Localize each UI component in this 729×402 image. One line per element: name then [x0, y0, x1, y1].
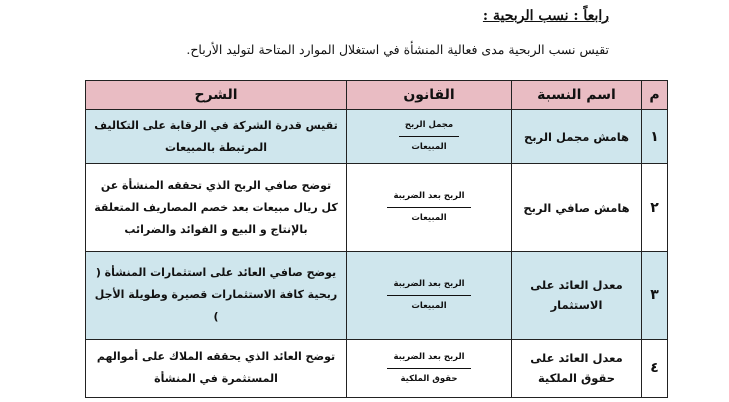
formula-numerator: مجمل الربح — [399, 120, 459, 137]
row-num: ١ — [642, 110, 668, 164]
table-header-row — [86, 81, 668, 110]
ratio-formula — [347, 339, 512, 397]
formula-numerator: الربح بعد الضريبة — [387, 279, 470, 296]
intro-paragraph: تقيس نسب الربحية مدى فعالية المنشأة في استغلال الموارد المتاحة لتوليد الأرباح. — [186, 42, 609, 57]
table-row — [86, 110, 668, 164]
formula-denominator: حقوق الملكية — [400, 373, 458, 384]
ratio-explanation: يوضح صافي العائد على استثمارات المنشأة ( ربحية كافة الاستثمارات قصيرة وطويلة الأجل ) — [86, 251, 347, 339]
ratio-name: هامش صافي الربح — [512, 164, 642, 252]
ratio-name: معدل العائد على الاستثمار — [512, 251, 642, 339]
ratio-name: هامش مجمل الربح — [512, 110, 642, 164]
table-row — [86, 164, 668, 252]
row-num: ٢ — [642, 164, 668, 252]
header-explanation: الشرح — [86, 81, 347, 110]
header-law: القانون — [347, 81, 512, 110]
table-row — [86, 339, 668, 397]
header-num: م — [642, 81, 668, 110]
formula-numerator: الربح بعد الضريبة — [387, 352, 470, 369]
section-heading: رابعاً : نسب الربحية : — [482, 8, 609, 24]
ratio-formula — [347, 251, 512, 339]
ratio-explanation: توضح صافي الربح الذي تحققه المنشأة عن كل ريال مبيعات بعد خصم المصاريف المتعلقة بالإنتاج و البيع و الفوائد والضرائب — [86, 164, 347, 252]
formula-numerator: الربح بعد الضريبة — [387, 191, 470, 208]
formula-denominator: المبيعات — [411, 213, 447, 224]
ratio-formula — [347, 110, 512, 164]
ratio-formula — [347, 164, 512, 252]
formula-denominator: المبيعات — [411, 300, 447, 311]
header-name: اسم النسبة — [512, 81, 642, 110]
ratio-explanation: تقيس قدرة الشركة في الرقابة على التكاليف المرتبطة بالمبيعات — [86, 110, 347, 164]
formula-denominator: المبيعات — [411, 142, 447, 153]
ratio-name: معدل العائد على حقوق الملكية — [512, 339, 642, 397]
row-num: ٣ — [642, 251, 668, 339]
row-num: ٤ — [642, 339, 668, 397]
profitability-ratios-table — [85, 80, 668, 398]
table-row — [86, 251, 668, 339]
ratio-explanation: توضح العائد الذي يحققه الملاك على أموالهم المستثمرة في المنشأة — [86, 339, 347, 397]
